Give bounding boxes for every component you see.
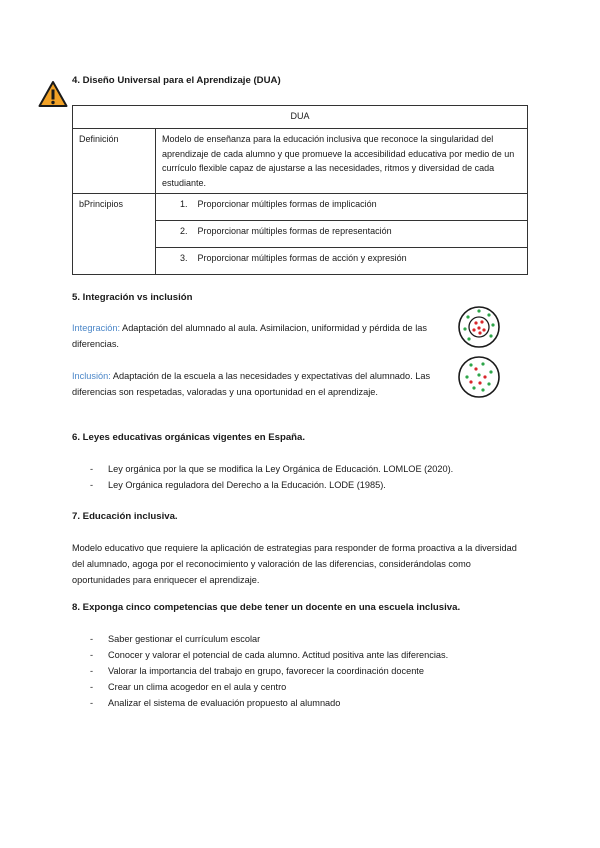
warning-icon [37,79,69,109]
list-item: - Analizar el sistema de evaluación propuesto al alumnado [90,695,448,711]
section-7-title: 7. Educación inclusiva. [72,511,178,522]
section-5-title: 5. Integración vs inclusión [72,292,193,303]
list-item: - Ley Orgánica reguladora del Derecho a la Educación. LODE (1985). [90,477,453,493]
integracion-label: Integración: [72,323,121,333]
list-item: - Crear un clima acogedor en el aula y centro [90,679,448,695]
section-8-title: 8. Exponga cinco competencias que debe tener un docente en una escuela inclusiva. [72,602,461,613]
integracion-paragraph [72,320,448,352]
section-4-title: 4. Diseño Universal para el Aprendizaje (DUA) [72,75,281,86]
definition-text: Modelo de enseñanza para la educación inclusiva que reconoce la singularidad del aprendizaje de cada alumno y que promueve la accesibilidad educativa por medio de un currículo flexible capaz de ajustarse a las necesidades, ritmos y diversidad de cada estudiante. [156,129,528,194]
principle-item: 1. Proporcionar múltiples formas de implicación [156,194,528,221]
integracion-text: Adaptación del alumnado al aula. Asimilacion, uniformidad y pérdida de las diferencias. [72,323,427,349]
list-item: - Conocer y valorar el potencial de cada alumno. Actitud positiva ante las diferencias. [90,647,448,663]
laws-list [90,461,453,493]
competencies-list [90,631,448,711]
section-6-title: 6. Leyes educativas orgánicas vigentes en España. [72,432,306,443]
integration-diagram [457,305,501,349]
principles-label: bPrincipios [73,194,156,275]
inclusion-paragraph [72,368,448,400]
inclusion-text: Adaptación de la escuela a las necesidades y expectativas del alumnado. Las diferencias son respetadas, valoradas y una oportunidad en el aprendizaje. [72,371,431,397]
definition-label: Definición [73,129,156,194]
dua-table-header: DUA [73,106,528,129]
principle-item: 3. Proporcionar múltiples formas de acción y expresión [156,248,528,275]
inclusion-label: Inclusión: [72,371,111,381]
section-7-text: Modelo educativo que requiere la aplicación de estrategias para responder de forma proactiva a la diversidad del alumnado, agoga por el reconocimiento y valoración de las diferencias, considerándolas como oportunidades para enriquecer el aprendizaje. [72,543,517,585]
dua-table [72,105,528,275]
principle-item: 2. Proporcionar múltiples formas de representación [156,221,528,248]
list-item: - Ley orgánica por la que se modifica la Ley Orgánica de Educación. LOMLOE (2020). [90,461,453,477]
list-item: - Valorar la importancia del trabajo en grupo, favorecer la coordinación docente [90,663,448,679]
inclusion-diagram [457,355,501,399]
list-item: - Saber gestionar el currículum escolar [90,631,448,647]
